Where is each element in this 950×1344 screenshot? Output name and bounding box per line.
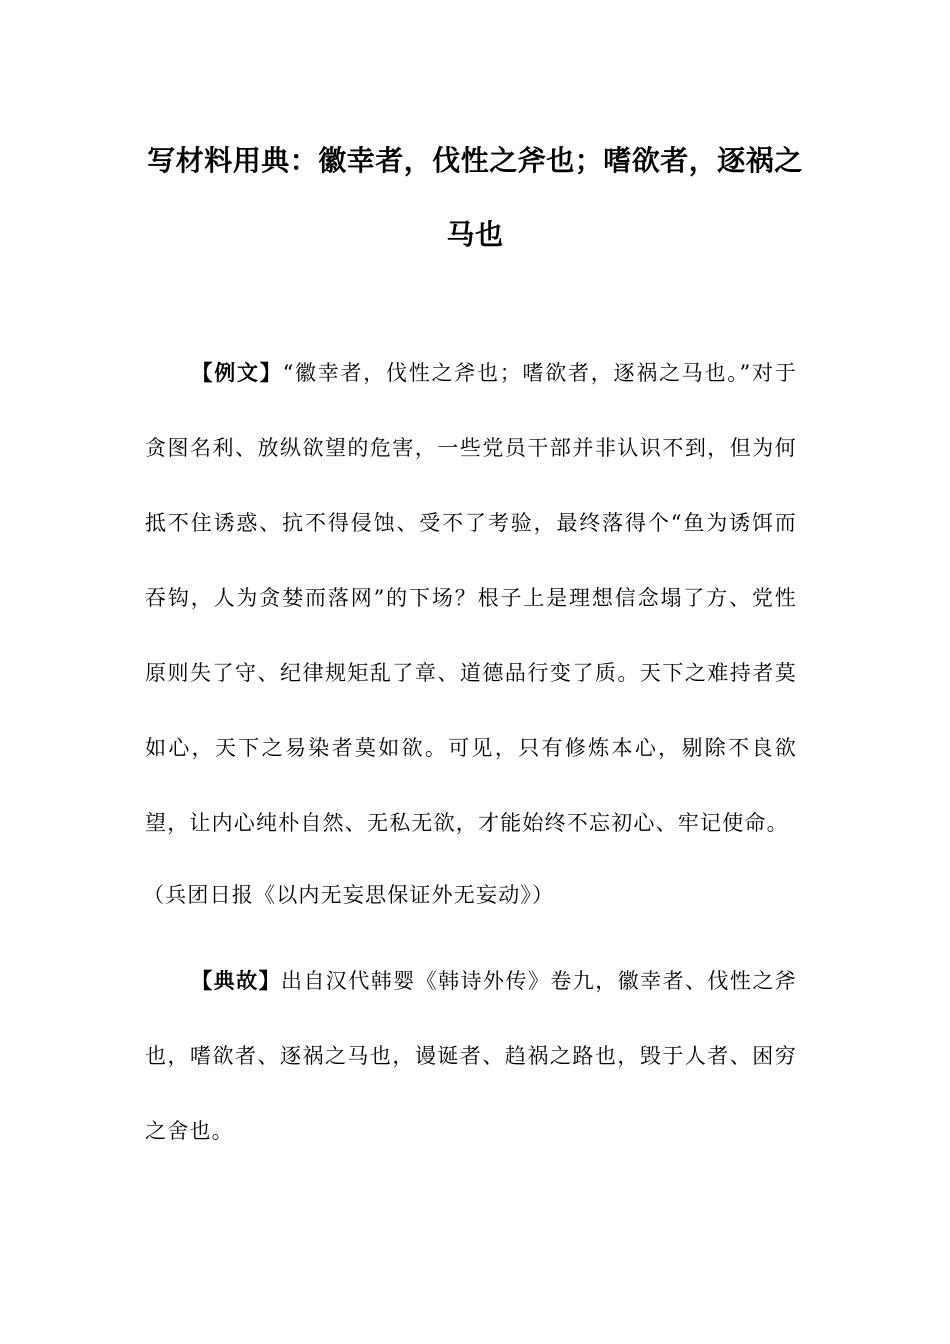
example-paragraph (145, 335, 797, 861)
example-text: “徽幸者，伐性之斧也；嗜欲者，逐祸之马也。”对于贪图名利、放纵欲望的危害，一些党员干部并非认识不到，但为何抵不住诱惑、抗不得侵蚀、受不了考验，最终落得个“鱼为诱饵而吞钩，人为贪婪而落网”的下场？根子上是理想信念塌了方、党性原则失了守、纪律规矩乱了章、道德品行变了质。天下之难持者莫如心，天下之易染者莫如欲。可见，只有修炼本心，剔除不良欲望，让内心纯朴自然、无私无欲，才能始终不忘初心、牢记使命。 (145, 361, 797, 835)
allusion-tag: 【典故】 (191, 968, 282, 993)
allusion-paragraph (145, 943, 797, 1169)
document-title: 写材料用典：徽幸者，伐性之斧也；嗜欲者，逐祸之马也 (147, 144, 803, 251)
allusion-text: 出自汉代韩婴《韩诗外传》卷九，徽幸者、伐性之斧也，嗜欲者、逐祸之马也，谩诞者、趋祸之路也，毁于人者、困穷之舍也。 (145, 969, 797, 1143)
source-citation: （兵团日报《以内无妄思保证外无妄动》） (143, 883, 555, 907)
example-tag: 【例文】 (191, 360, 283, 385)
